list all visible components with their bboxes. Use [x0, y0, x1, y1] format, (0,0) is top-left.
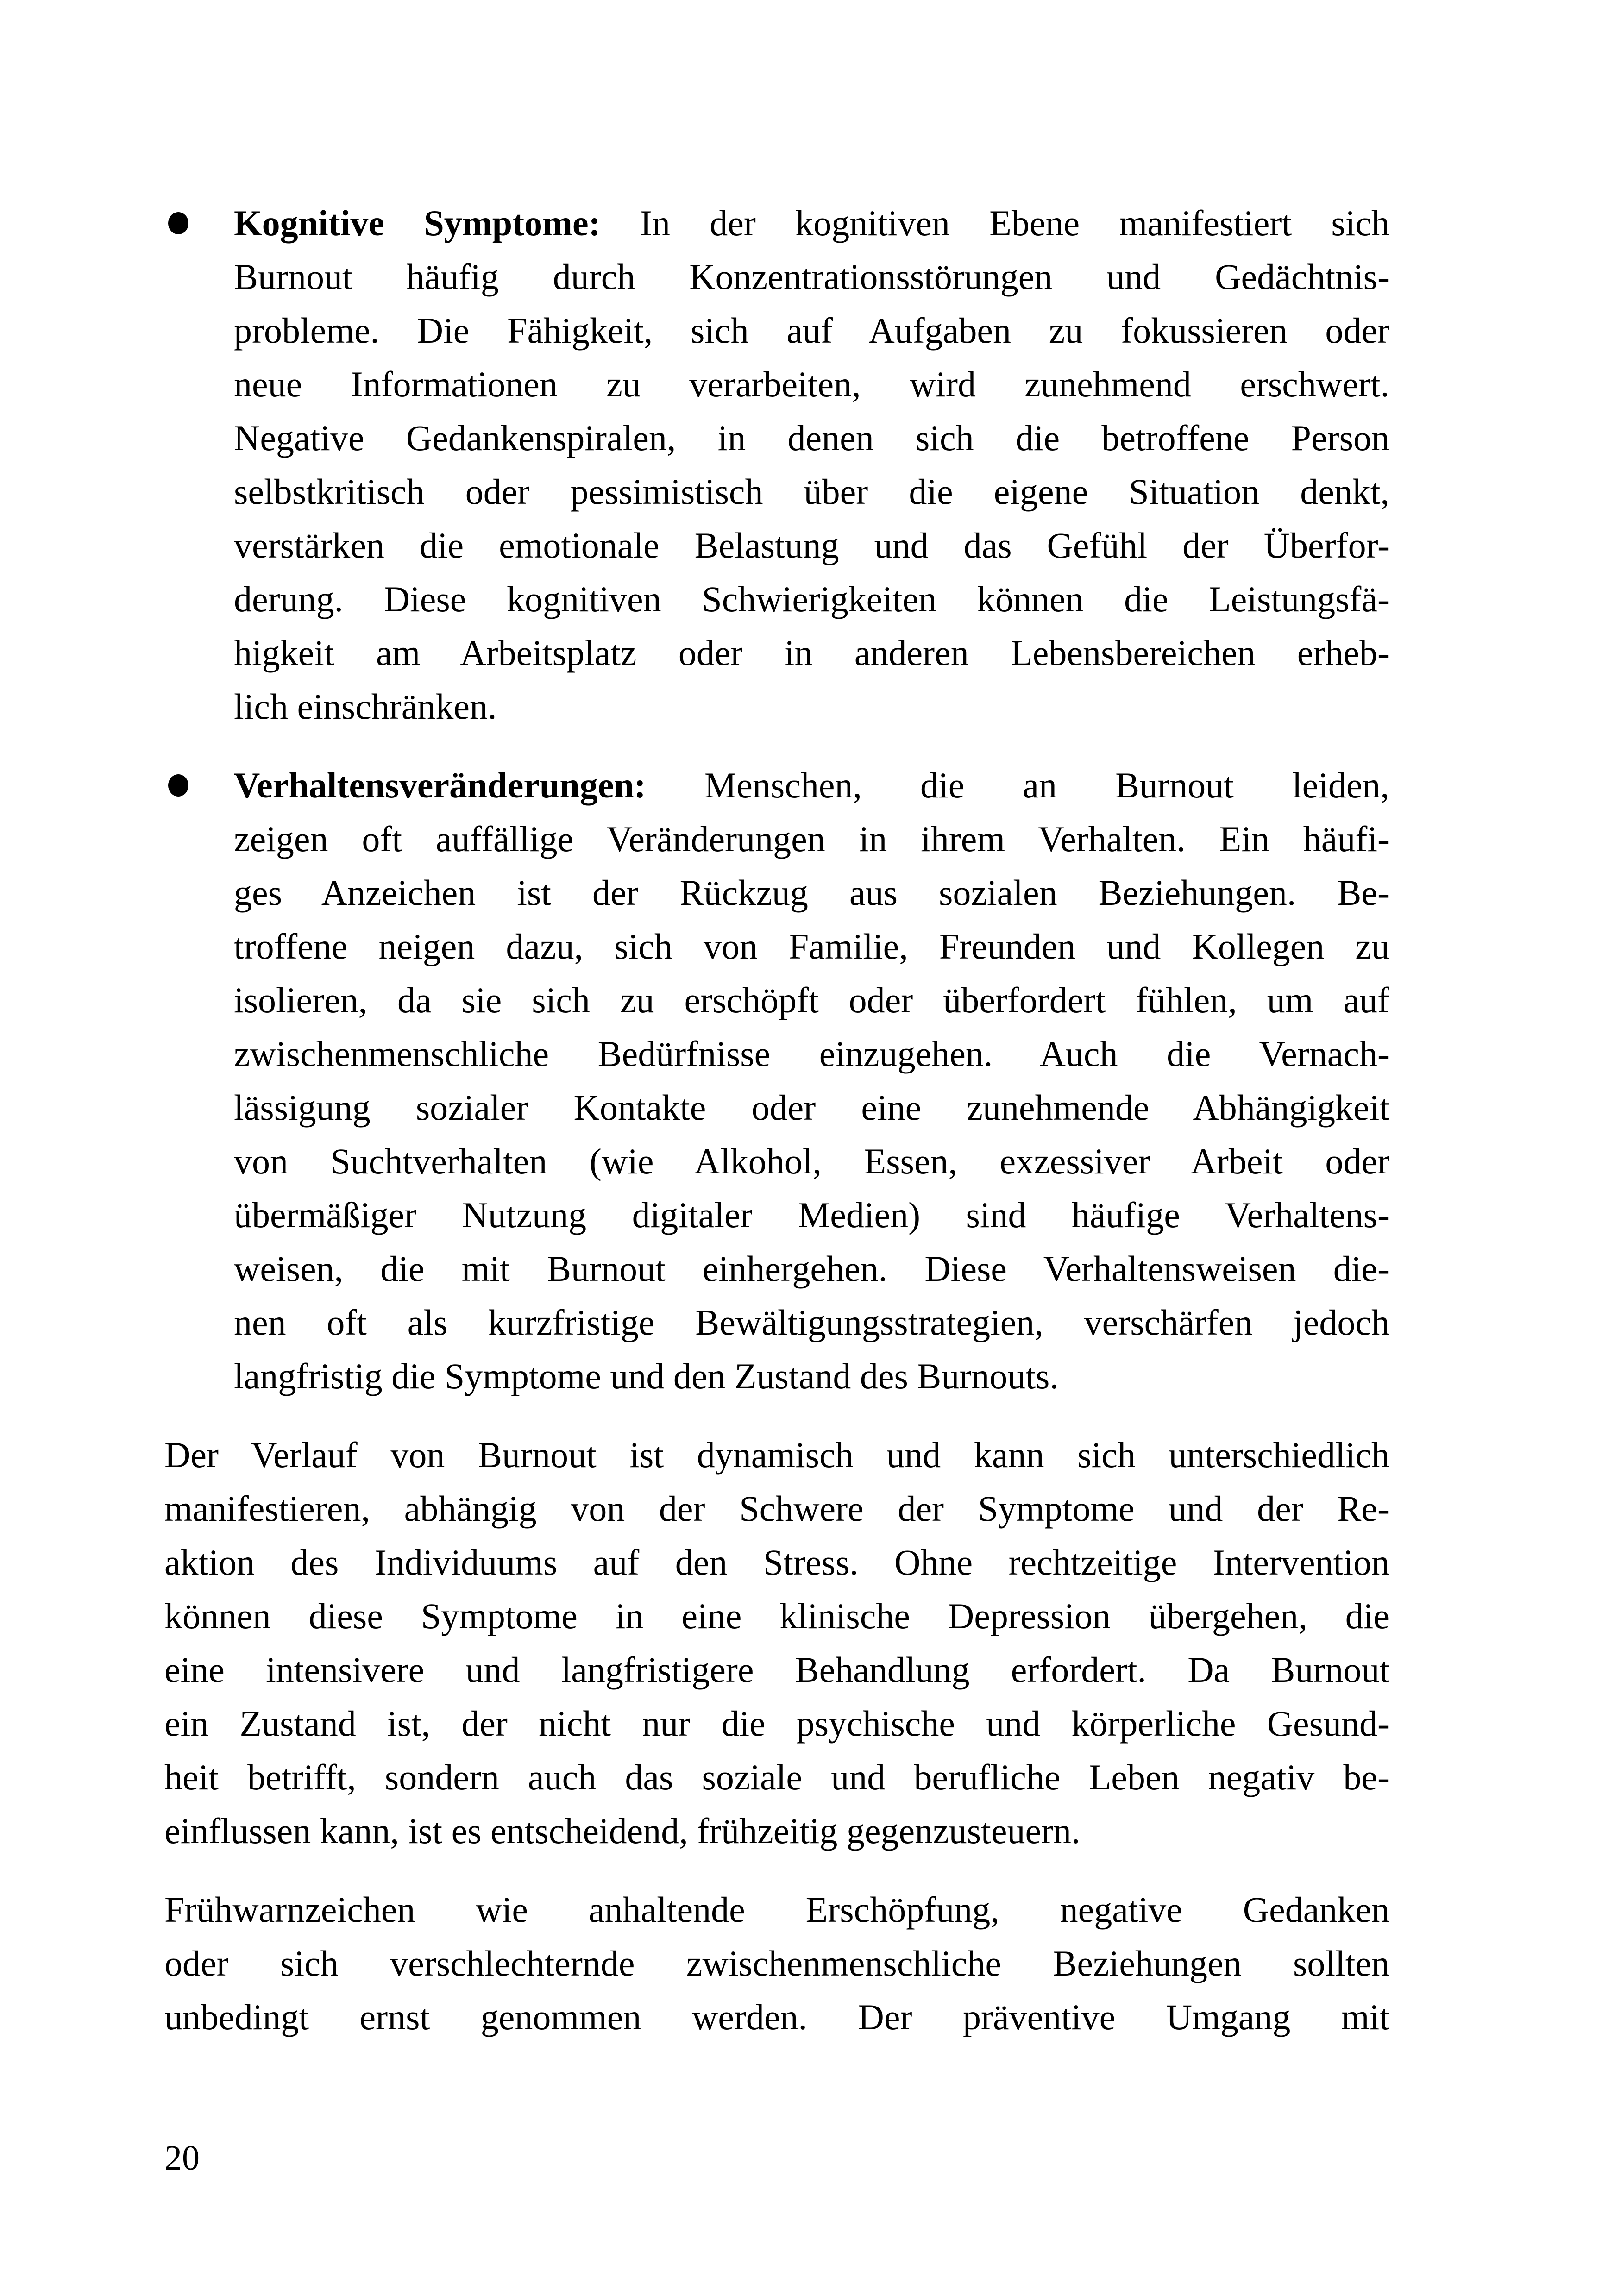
text-line: lich einschränken.	[234, 686, 497, 727]
text-line: manifestieren, abhängig von der Schwere der Symptome und der Re-	[164, 1488, 1389, 1529]
text-line: isolieren, da sie sich zu erschöpft oder überfordert fühlen, um auf	[234, 980, 1389, 1020]
bold-lead: Kognitive Symptome:	[234, 203, 601, 243]
text-line: weisen, die mit Burnout einhergehen. Diese Verhaltensweisen die-	[234, 1248, 1389, 1289]
bold-lead: Verhaltensveränderungen:	[234, 765, 646, 805]
text-line: unbedingt ernst genommen werden. Der präventive Umgang mit	[164, 1997, 1389, 2037]
bullet-icon	[168, 774, 188, 797]
text-line: oder sich verschlechternde zwischenmenschliche Beziehungen sollten	[164, 1943, 1389, 1983]
text-line: zeigen oft auffällige Veränderungen in ihrem Verhalten. Ein häufi-	[234, 819, 1389, 859]
bullet-text	[234, 759, 1389, 1403]
text-line: eine intensivere und langfristigere Behandlung erfordert. Da Burnout	[164, 1650, 1389, 1690]
text-line: selbstkritisch oder pessimistisch über die eigene Situation denkt,	[234, 471, 1389, 512]
text-line: neue Informationen zu verarbeiten, wird zunehmend erschwert.	[234, 364, 1389, 404]
text-line: von Suchtverhalten (wie Alkohol, Essen, exzessiver Arbeit oder	[234, 1141, 1389, 1181]
bullet-text	[234, 196, 1389, 734]
page-content	[164, 196, 1389, 2044]
text-line: Kognitive Symptome: In der kognitiven Ebene manifestiert sich	[234, 203, 1389, 243]
paragraph	[164, 1428, 1389, 1858]
text-line: können diese Symptome in eine klinische Depression übergehen, die	[164, 1596, 1389, 1636]
text-line: Verhaltensveränderungen: Menschen, die an Burnout leiden,	[234, 765, 1389, 805]
text-line: higkeit am Arbeitsplatz oder in anderen Lebensbereichen erheb-	[234, 633, 1389, 673]
text-line: aktion des Individuums auf den Stress. Ohne rechtzeitige Intervention	[164, 1542, 1389, 1582]
text-line: einflussen kann, ist es entscheidend, frühzeitig gegenzusteuern.	[164, 1811, 1081, 1851]
text-line: Der Verlauf von Burnout ist dynamisch und kann sich unterschiedlich	[164, 1435, 1389, 1475]
text-line: Burnout häufig durch Konzentrationsstörungen und Gedächtnis-	[234, 257, 1389, 297]
text-line: Frühwarnzeichen wie anhaltende Erschöpfung, negative Gedanken	[164, 1889, 1389, 1930]
text-line: zwischenmenschliche Bedürfnisse einzugehen. Auch die Vernach-	[234, 1034, 1389, 1074]
bullet-icon	[168, 212, 188, 234]
text-line: probleme. Die Fähigkeit, sich auf Aufgaben zu fokussieren oder	[234, 310, 1389, 351]
text-line: ges Anzeichen ist der Rückzug aus sozialen Beziehungen. Be-	[234, 872, 1389, 913]
page-number: 20	[164, 2139, 200, 2177]
paragraph	[164, 1883, 1389, 2044]
text-line: übermäßiger Nutzung digitaler Medien) sind häufige Verhaltens-	[234, 1195, 1389, 1235]
bullet-item	[164, 759, 1389, 1403]
text-line: heit betrifft, sondern auch das soziale und berufliche Leben negativ be-	[164, 1757, 1389, 1797]
text-line: ein Zustand ist, der nicht nur die psychische und körperliche Gesund-	[164, 1703, 1389, 1744]
text-line: troffene neigen dazu, sich von Familie, Freunden und Kollegen zu	[234, 926, 1389, 966]
text-line: derung. Diese kognitiven Schwierigkeiten können die Leistungsfä-	[234, 579, 1389, 619]
text-line: verstärken die emotionale Belastung und das Gefühl der Überfor-	[234, 525, 1389, 565]
text-line: nen oft als kurzfristige Bewältigungsstrategien, verschärfen jedoch	[234, 1302, 1389, 1342]
bullet-item	[164, 196, 1389, 734]
text-line: Negative Gedankenspiralen, in denen sich die betroffene Person	[234, 418, 1389, 458]
text-line: langfristig die Symptome und den Zustand des Burnouts.	[234, 1356, 1059, 1396]
text-line: lässigung sozialer Kontakte oder eine zunehmende Abhängigkeit	[234, 1087, 1389, 1128]
